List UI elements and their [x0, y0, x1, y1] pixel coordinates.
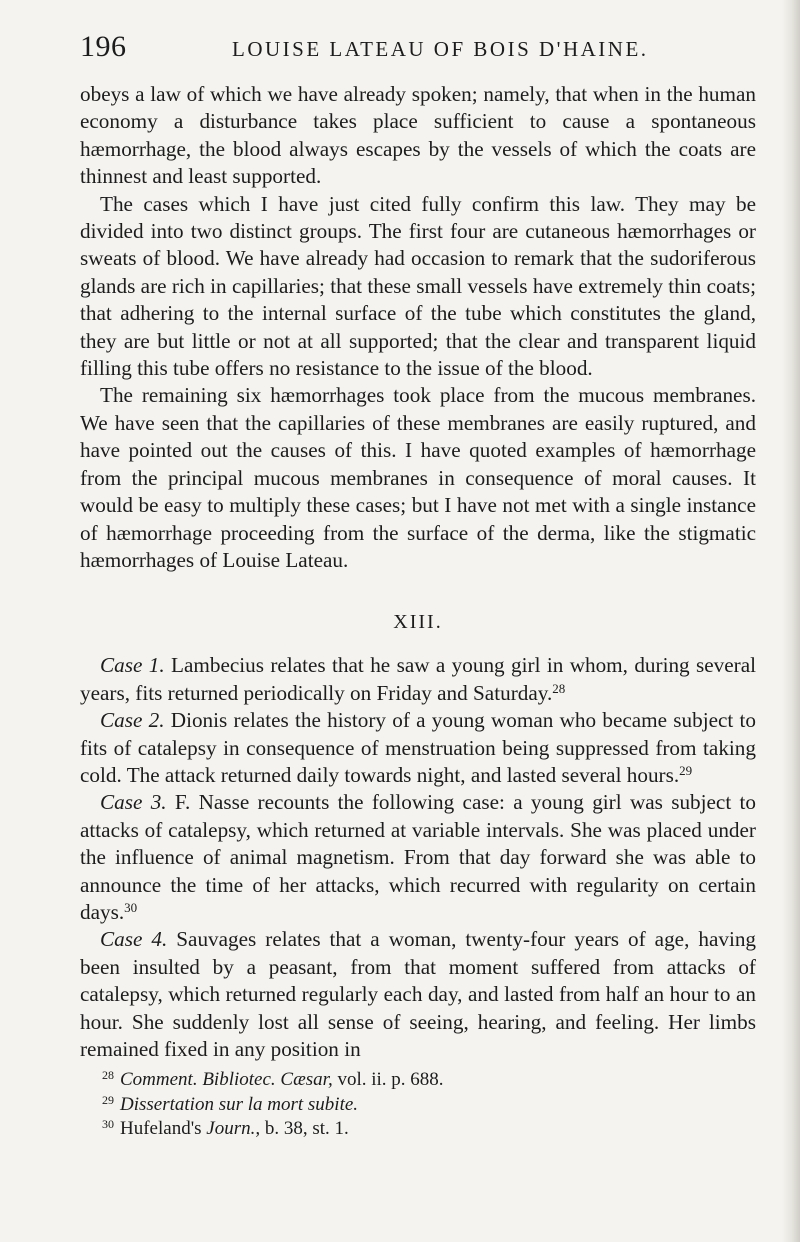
case-label: Case 4.	[100, 927, 168, 952]
footnote-detail: b. 38, st. 1.	[260, 1118, 349, 1140]
footnote-detail: vol. ii. p. 688.	[332, 1069, 444, 1091]
case-text: Dionis relates the history of a young woman who became subject to fits of catalepsy in consequence of menstruation being suppressed from taking cold. The attack returned daily towards night, and lasted several hours.	[80, 708, 757, 787]
case-text: F. Nasse recounts the following case: a young girl was subject to attacks of catalepsy, which returned at variable intervals. She was placed under the influence of animal magnetism. From that day forward she was able to announce the time of her attacks, which recurred with regularity on certain days.	[80, 790, 757, 924]
footnotes	[80, 1068, 756, 1142]
footnote-mark: 29	[102, 1092, 114, 1107]
case-text: Sauvages relates that a woman, twenty-four years of age, having been insulted by a peasant, from that moment suffered from attacks of catalepsy, which returned regularly each day, and lasted from half an hour to an hour. She suddenly lost all sense of seeing, hearing, and feeling. Her limbs remained fixed in any position in	[80, 927, 757, 1061]
page-number: 196	[80, 30, 127, 63]
case-paragraph	[80, 707, 756, 789]
footnote-title: Comment. Bibliotec. Cæsar,	[120, 1069, 333, 1091]
footnote-author: Hufeland's	[120, 1118, 207, 1140]
case-label: Case 3.	[100, 790, 167, 815]
footnote-ref: 29	[679, 762, 693, 778]
body-paragraph: The remaining six hæmorrhages took place from the mucous membranes. We have seen that the capillaries of these membranes are easily ruptured, and have pointed out the causes of this. I have quoted examples of hæmorrhage from the principal mucous membranes in consequence of moral causes. It would be easy to multiply these cases; but I have not met with a single instance of hæmorrhage proceeding from the surface of the derma, like the stigmatic hæmorrhages of Louise Lateau.	[80, 383, 756, 572]
case-paragraph	[80, 789, 756, 926]
case-paragraph	[80, 652, 756, 707]
body-paragraph: The cases which I have just cited fully confirm this law. They may be divided into two distinct groups. The first four are cutaneous hæmorrhages or sweats of blood. We have already had occasion to remark that the sudoriferous glands are rich in capillaries; that these small vessels have extremely thin coats; that adhering to the internal surface of the tube which constitutes the gland, they are but little or not at all supported; that the clear and transparent liquid filling this tube offers no resistance to the issue of the blood.	[80, 191, 756, 381]
footnote-mark: 30	[102, 1117, 114, 1132]
footnote-title: Dissertation sur la mort subite.	[120, 1093, 359, 1115]
book-page	[80, 30, 756, 1142]
footnote	[80, 1093, 756, 1118]
footnote	[80, 1068, 756, 1093]
case-paragraph	[80, 926, 756, 1063]
running-title: LOUISE LATEAU OF BOIS D'HAINE.	[232, 37, 649, 61]
footnote-ref: 30	[124, 899, 138, 915]
case-label: Case 1.	[100, 653, 165, 678]
footnote-ref: 28	[552, 680, 566, 696]
footnote	[80, 1117, 756, 1142]
running-head	[80, 30, 756, 70]
footnote-mark: 28	[102, 1068, 114, 1083]
section-heading: XIII.	[393, 611, 443, 634]
page-edge-shadow	[782, 0, 800, 1242]
case-label: Case 2.	[100, 708, 165, 733]
body-paragraph: obeys a law of which we have already spoken; namely, that when in the human economy a disturbance takes place sufficient to cause a spontaneous hæmorrhage, the blood always escapes by the vessels of which the coats are thinnest and least supported.	[80, 82, 756, 189]
case-text: Lambecius relates that he saw a young girl in whom, during several years, fits returned periodically on Friday and Saturday.	[80, 653, 757, 705]
footnote-title: Journ.,	[206, 1118, 261, 1140]
